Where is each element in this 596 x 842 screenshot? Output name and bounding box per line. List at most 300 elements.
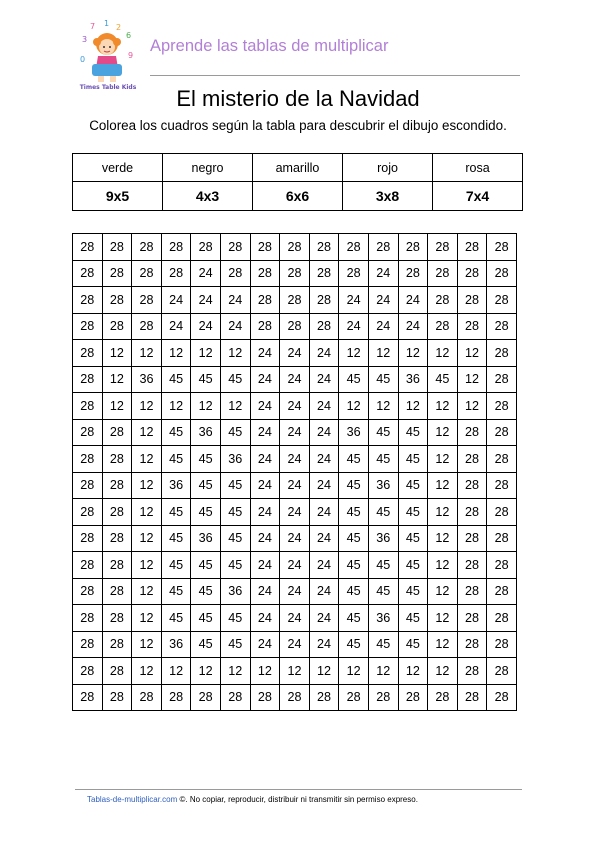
grid-cell[interactable]: 45 xyxy=(161,525,191,552)
grid-cell[interactable]: 24 xyxy=(280,393,310,420)
grid-cell[interactable]: 28 xyxy=(280,313,310,340)
grid-cell[interactable]: 45 xyxy=(161,366,191,393)
grid-cell[interactable]: 28 xyxy=(487,287,517,314)
grid-row xyxy=(73,313,517,340)
grid-cell[interactable]: 45 xyxy=(220,366,250,393)
grid-cell[interactable]: 12 xyxy=(398,393,428,420)
grid-cell[interactable]: 28 xyxy=(428,313,458,340)
grid-cell[interactable]: 28 xyxy=(73,234,103,261)
grid-cell[interactable]: 45 xyxy=(191,605,221,632)
grid-cell[interactable]: 28 xyxy=(102,260,132,287)
footer-site-link[interactable]: Tablas-de-multiplicar.com xyxy=(87,795,178,804)
grid-cell[interactable]: 28 xyxy=(280,260,310,287)
grid-cell[interactable]: 28 xyxy=(487,313,517,340)
grid-cell[interactable]: 24 xyxy=(309,366,339,393)
grid-cell[interactable]: 45 xyxy=(161,552,191,579)
grid-cell[interactable]: 24 xyxy=(250,525,280,552)
grid-cell[interactable]: 28 xyxy=(487,525,517,552)
grid-cell[interactable]: 45 xyxy=(368,446,398,473)
svg-text:1: 1 xyxy=(104,19,110,28)
grid-cell[interactable]: 28 xyxy=(487,366,517,393)
grid-cell[interactable]: 28 xyxy=(487,446,517,473)
grid-cell[interactable]: 28 xyxy=(220,260,250,287)
grid-cell[interactable]: 45 xyxy=(161,499,191,526)
grid-cell[interactable]: 24 xyxy=(280,419,310,446)
grid-cell[interactable]: 45 xyxy=(339,605,369,632)
grid-row xyxy=(73,234,517,261)
grid-cell[interactable]: 28 xyxy=(161,234,191,261)
grid-cell[interactable]: 28 xyxy=(487,578,517,605)
grid-cell[interactable]: 24 xyxy=(368,287,398,314)
grid-cell[interactable]: 24 xyxy=(280,340,310,367)
grid-cell[interactable]: 28 xyxy=(457,605,487,632)
grid-cell[interactable]: 28 xyxy=(73,287,103,314)
grid-cell[interactable]: 12 xyxy=(428,578,458,605)
grid-cell[interactable]: 12 xyxy=(191,658,221,685)
grid-cell[interactable]: 28 xyxy=(457,287,487,314)
grid-cell[interactable]: 45 xyxy=(220,472,250,499)
grid-cell[interactable]: 12 xyxy=(132,393,162,420)
grid-cell[interactable]: 28 xyxy=(220,684,250,711)
grid-cell[interactable]: 12 xyxy=(368,393,398,420)
grid-cell[interactable]: 45 xyxy=(220,552,250,579)
grid-cell[interactable]: 24 xyxy=(339,313,369,340)
color-key-name: rosa xyxy=(433,154,523,182)
grid-cell[interactable]: 28 xyxy=(428,234,458,261)
grid-cell[interactable]: 28 xyxy=(191,684,221,711)
grid-cell[interactable]: 12 xyxy=(457,393,487,420)
grid-cell[interactable]: 28 xyxy=(102,499,132,526)
grid-cell[interactable]: 28 xyxy=(457,472,487,499)
grid-cell[interactable]: 28 xyxy=(487,605,517,632)
grid-cell[interactable]: 45 xyxy=(398,578,428,605)
grid-cell[interactable]: 28 xyxy=(487,658,517,685)
grid-cell[interactable]: 24 xyxy=(280,525,310,552)
grid-cell[interactable]: 24 xyxy=(368,260,398,287)
grid-cell[interactable]: 28 xyxy=(487,340,517,367)
grid-cell[interactable]: 45 xyxy=(220,419,250,446)
grid-cell[interactable]: 28 xyxy=(457,578,487,605)
grid-cell[interactable]: 28 xyxy=(73,525,103,552)
grid-cell[interactable]: 12 xyxy=(132,605,162,632)
grid-cell[interactable]: 24 xyxy=(309,472,339,499)
grid-cell[interactable]: 28 xyxy=(250,260,280,287)
grid-cell[interactable]: 24 xyxy=(398,287,428,314)
grid-cell[interactable]: 28 xyxy=(398,234,428,261)
grid-cell[interactable]: 12 xyxy=(132,419,162,446)
grid-cell[interactable]: 28 xyxy=(457,684,487,711)
grid-cell[interactable]: 28 xyxy=(428,684,458,711)
grid-cell[interactable]: 45 xyxy=(398,631,428,658)
grid-row xyxy=(73,658,517,685)
grid-cell[interactable]: 45 xyxy=(220,605,250,632)
grid-cell[interactable]: 24 xyxy=(250,552,280,579)
grid-cell[interactable]: 28 xyxy=(73,366,103,393)
grid-cell[interactable]: 12 xyxy=(132,631,162,658)
grid-cell[interactable]: 28 xyxy=(457,552,487,579)
grid-cell[interactable]: 28 xyxy=(309,234,339,261)
grid-cell[interactable]: 45 xyxy=(398,605,428,632)
grid-cell[interactable]: 45 xyxy=(339,578,369,605)
page-title: El misterio de la Navidad xyxy=(176,86,420,111)
grid-cell[interactable]: 24 xyxy=(250,472,280,499)
grid-cell[interactable]: 12 xyxy=(102,340,132,367)
grid-cell[interactable]: 36 xyxy=(220,578,250,605)
grid-cell[interactable]: 12 xyxy=(191,340,221,367)
grid-cell[interactable]: 45 xyxy=(191,578,221,605)
grid-cell[interactable]: 28 xyxy=(487,552,517,579)
svg-text:6: 6 xyxy=(126,31,132,40)
grid-cell[interactable]: 28 xyxy=(73,605,103,632)
grid-cell[interactable]: 24 xyxy=(339,287,369,314)
grid-cell[interactable]: 28 xyxy=(368,684,398,711)
grid-cell[interactable]: 24 xyxy=(250,446,280,473)
grid-cell[interactable]: 36 xyxy=(368,472,398,499)
grid-cell[interactable]: 28 xyxy=(73,472,103,499)
grid-cell[interactable]: 28 xyxy=(487,472,517,499)
grid-cell[interactable]: 28 xyxy=(457,525,487,552)
grid-cell[interactable]: 45 xyxy=(161,419,191,446)
grid-cell[interactable]: 12 xyxy=(250,658,280,685)
grid-cell[interactable]: 28 xyxy=(102,684,132,711)
color-key-problem: 4x3 xyxy=(163,182,253,211)
grid-cell[interactable]: 28 xyxy=(73,419,103,446)
grid-cell[interactable]: 12 xyxy=(280,658,310,685)
grid-cell[interactable]: 28 xyxy=(280,684,310,711)
grid-cell[interactable]: 28 xyxy=(250,234,280,261)
grid-cell[interactable]: 28 xyxy=(73,446,103,473)
grid-cell[interactable]: 45 xyxy=(191,631,221,658)
grid-cell[interactable]: 45 xyxy=(339,552,369,579)
grid-cell[interactable]: 24 xyxy=(280,605,310,632)
grid-row xyxy=(73,552,517,579)
grid-cell[interactable]: 45 xyxy=(368,419,398,446)
grid-cell[interactable]: 24 xyxy=(250,605,280,632)
grid-cell[interactable]: 24 xyxy=(280,446,310,473)
grid-cell[interactable]: 45 xyxy=(398,499,428,526)
logo-caption: Times Table Kids xyxy=(79,84,137,91)
color-key-name: verde xyxy=(73,154,163,182)
grid-cell[interactable]: 45 xyxy=(191,472,221,499)
grid-cell[interactable]: 12 xyxy=(428,525,458,552)
grid-cell[interactable]: 12 xyxy=(220,658,250,685)
grid-cell[interactable]: 24 xyxy=(309,446,339,473)
site-header-title: Aprende las tablas de multiplicar xyxy=(150,37,389,55)
svg-text:7: 7 xyxy=(90,22,96,31)
grid-cell[interactable]: 24 xyxy=(161,313,191,340)
grid-cell[interactable]: 12 xyxy=(368,658,398,685)
grid-cell[interactable]: 24 xyxy=(280,631,310,658)
grid-cell[interactable]: 24 xyxy=(161,287,191,314)
grid-cell[interactable]: 28 xyxy=(102,525,132,552)
grid-cell[interactable]: 12 xyxy=(161,658,191,685)
grid-cell[interactable]: 12 xyxy=(428,499,458,526)
grid-cell[interactable]: 28 xyxy=(132,234,162,261)
grid-cell[interactable]: 28 xyxy=(309,287,339,314)
grid-cell[interactable]: 12 xyxy=(457,340,487,367)
grid-cell[interactable]: 24 xyxy=(309,419,339,446)
grid-cell[interactable]: 28 xyxy=(309,313,339,340)
grid-cell[interactable]: 28 xyxy=(428,260,458,287)
grid-cell[interactable]: 12 xyxy=(161,393,191,420)
grid-cell[interactable]: 12 xyxy=(428,472,458,499)
grid-cell[interactable]: 45 xyxy=(398,525,428,552)
grid-cell[interactable]: 45 xyxy=(191,499,221,526)
color-key-problem: 7x4 xyxy=(433,182,523,211)
color-key-problem: 3x8 xyxy=(343,182,433,211)
grid-cell[interactable]: 45 xyxy=(398,446,428,473)
grid-cell[interactable]: 28 xyxy=(250,684,280,711)
grid-cell[interactable]: 12 xyxy=(161,340,191,367)
grid-cell[interactable]: 28 xyxy=(73,658,103,685)
grid-cell[interactable]: 28 xyxy=(73,340,103,367)
grid-row xyxy=(73,525,517,552)
grid-cell[interactable]: 45 xyxy=(339,525,369,552)
grid-cell[interactable]: 24 xyxy=(220,313,250,340)
grid-cell[interactable]: 24 xyxy=(280,366,310,393)
grid-cell[interactable]: 12 xyxy=(398,340,428,367)
grid-cell[interactable]: 12 xyxy=(339,340,369,367)
grid-cell[interactable]: 28 xyxy=(487,499,517,526)
grid-cell[interactable]: 28 xyxy=(309,260,339,287)
grid-cell[interactable]: 45 xyxy=(368,631,398,658)
grid-cell[interactable]: 24 xyxy=(250,499,280,526)
grid-cell[interactable]: 12 xyxy=(220,340,250,367)
grid-cell[interactable]: 28 xyxy=(457,658,487,685)
grid-cell[interactable]: 36 xyxy=(368,605,398,632)
grid-cell[interactable]: 28 xyxy=(457,234,487,261)
grid-cell[interactable]: 12 xyxy=(398,658,428,685)
grid-cell[interactable]: 36 xyxy=(132,366,162,393)
grid-cell[interactable]: 12 xyxy=(428,393,458,420)
grid-row xyxy=(73,684,517,711)
grid-cell[interactable]: 24 xyxy=(250,419,280,446)
grid-cell[interactable]: 12 xyxy=(102,393,132,420)
grid-cell[interactable]: 28 xyxy=(73,260,103,287)
grid-cell[interactable]: 28 xyxy=(280,287,310,314)
grid-cell[interactable]: 12 xyxy=(428,340,458,367)
grid-cell[interactable]: 12 xyxy=(132,525,162,552)
grid-cell[interactable]: 28 xyxy=(102,658,132,685)
grid-cell[interactable]: 24 xyxy=(280,499,310,526)
grid-cell[interactable]: 12 xyxy=(132,446,162,473)
grid-cell[interactable]: 28 xyxy=(457,499,487,526)
grid-cell[interactable]: 28 xyxy=(339,684,369,711)
grid-cell[interactable]: 24 xyxy=(250,366,280,393)
grid-cell[interactable]: 24 xyxy=(280,552,310,579)
footer xyxy=(87,795,418,804)
color-key-problem: 9x5 xyxy=(73,182,163,211)
grid-cell[interactable]: 24 xyxy=(250,631,280,658)
grid-cell[interactable]: 28 xyxy=(398,684,428,711)
grid-cell[interactable]: 28 xyxy=(132,684,162,711)
svg-text:0: 0 xyxy=(80,55,86,64)
grid-cell[interactable]: 45 xyxy=(339,472,369,499)
grid-cell[interactable]: 45 xyxy=(161,605,191,632)
grid-cell[interactable]: 28 xyxy=(250,287,280,314)
grid-cell[interactable]: 24 xyxy=(280,578,310,605)
grid-cell[interactable]: 45 xyxy=(339,366,369,393)
grid-cell[interactable]: 12 xyxy=(339,658,369,685)
grid-cell[interactable]: 28 xyxy=(102,631,132,658)
grid-cell[interactable]: 12 xyxy=(428,605,458,632)
grid-cell[interactable]: 28 xyxy=(102,605,132,632)
grid-cell[interactable]: 45 xyxy=(398,472,428,499)
grid-cell[interactable]: 24 xyxy=(191,313,221,340)
grid-cell[interactable]: 28 xyxy=(457,631,487,658)
grid-cell[interactable]: 36 xyxy=(368,525,398,552)
grid-cell[interactable]: 12 xyxy=(132,472,162,499)
grid-cell[interactable]: 28 xyxy=(309,684,339,711)
grid-cell[interactable]: 24 xyxy=(309,578,339,605)
grid-cell[interactable]: 24 xyxy=(250,340,280,367)
grid-cell[interactable]: 28 xyxy=(487,260,517,287)
grid-cell[interactable]: 45 xyxy=(161,578,191,605)
grid-cell[interactable]: 36 xyxy=(191,419,221,446)
grid-cell[interactable]: 45 xyxy=(368,366,398,393)
grid-cell[interactable]: 12 xyxy=(428,446,458,473)
grid-cell[interactable]: 12 xyxy=(309,658,339,685)
grid-cell[interactable]: 28 xyxy=(487,393,517,420)
grid-cell[interactable]: 28 xyxy=(457,419,487,446)
grid-cell[interactable]: 24 xyxy=(368,313,398,340)
grid-cell[interactable]: 28 xyxy=(220,234,250,261)
grid-cell[interactable]: 28 xyxy=(487,684,517,711)
grid-cell[interactable]: 28 xyxy=(73,499,103,526)
grid-cell[interactable]: 28 xyxy=(132,313,162,340)
grid-cell[interactable]: 45 xyxy=(398,419,428,446)
grid-cell[interactable]: 45 xyxy=(220,499,250,526)
grid-cell[interactable]: 28 xyxy=(73,684,103,711)
grid-cell[interactable]: 28 xyxy=(161,260,191,287)
grid-cell[interactable]: 28 xyxy=(161,684,191,711)
grid-cell[interactable]: 24 xyxy=(309,631,339,658)
grid-cell[interactable]: 36 xyxy=(220,446,250,473)
grid-cell[interactable]: 24 xyxy=(250,578,280,605)
grid-cell[interactable]: 28 xyxy=(368,234,398,261)
grid-cell[interactable]: 45 xyxy=(339,446,369,473)
grid-cell[interactable]: 24 xyxy=(280,472,310,499)
grid-cell[interactable]: 28 xyxy=(102,313,132,340)
grid-cell[interactable]: 24 xyxy=(309,340,339,367)
grid-cell[interactable]: 28 xyxy=(191,234,221,261)
grid-cell[interactable]: 28 xyxy=(339,234,369,261)
grid-cell[interactable]: 24 xyxy=(309,393,339,420)
grid-cell[interactable]: 45 xyxy=(339,499,369,526)
grid-cell[interactable]: 12 xyxy=(457,366,487,393)
grid-row xyxy=(73,366,517,393)
grid-cell[interactable]: 12 xyxy=(220,393,250,420)
grid-row xyxy=(73,287,517,314)
grid-cell[interactable]: 45 xyxy=(220,525,250,552)
grid-cell[interactable]: 45 xyxy=(368,499,398,526)
grid-cell[interactable]: 24 xyxy=(220,287,250,314)
grid-cell[interactable]: 28 xyxy=(457,260,487,287)
grid-cell[interactable]: 45 xyxy=(368,552,398,579)
grid-cell[interactable]: 45 xyxy=(191,366,221,393)
grid-cell[interactable]: 24 xyxy=(191,287,221,314)
grid-cell[interactable]: 28 xyxy=(102,472,132,499)
grid-cell[interactable]: 28 xyxy=(280,234,310,261)
grid-cell[interactable]: 28 xyxy=(102,419,132,446)
grid-cell[interactable]: 45 xyxy=(191,552,221,579)
grid-cell[interactable]: 12 xyxy=(339,393,369,420)
svg-text:3: 3 xyxy=(82,35,88,44)
grid-cell[interactable]: 45 xyxy=(220,631,250,658)
grid-cell[interactable]: 28 xyxy=(339,260,369,287)
grid-cell[interactable]: 36 xyxy=(161,631,191,658)
grid-cell[interactable]: 28 xyxy=(132,287,162,314)
grid-cell[interactable]: 28 xyxy=(73,631,103,658)
grid-cell[interactable]: 12 xyxy=(428,552,458,579)
grid-cell[interactable]: 24 xyxy=(309,605,339,632)
grid-cell[interactable]: 12 xyxy=(428,631,458,658)
grid-cell[interactable]: 28 xyxy=(250,313,280,340)
grid-row xyxy=(73,393,517,420)
grid-cell[interactable]: 28 xyxy=(487,234,517,261)
grid-cell[interactable]: 24 xyxy=(309,525,339,552)
grid-cell[interactable]: 28 xyxy=(102,552,132,579)
grid-cell[interactable]: 36 xyxy=(161,472,191,499)
grid-cell[interactable]: 36 xyxy=(339,419,369,446)
grid-cell[interactable]: 28 xyxy=(132,260,162,287)
grid-cell[interactable]: 12 xyxy=(132,340,162,367)
grid-cell[interactable]: 28 xyxy=(102,287,132,314)
grid-cell[interactable]: 24 xyxy=(309,499,339,526)
grid-cell[interactable]: 28 xyxy=(457,446,487,473)
grid-cell[interactable]: 45 xyxy=(398,552,428,579)
grid-cell[interactable]: 28 xyxy=(73,552,103,579)
grid-cell[interactable]: 36 xyxy=(398,366,428,393)
grid-cell[interactable]: 12 xyxy=(132,658,162,685)
grid-cell[interactable]: 28 xyxy=(73,578,103,605)
grid-cell[interactable]: 45 xyxy=(368,578,398,605)
grid-cell[interactable]: 45 xyxy=(161,446,191,473)
grid-cell[interactable]: 45 xyxy=(428,366,458,393)
grid-cell[interactable]: 45 xyxy=(191,446,221,473)
grid-cell[interactable]: 12 xyxy=(132,499,162,526)
grid-cell[interactable]: 28 xyxy=(398,260,428,287)
grid-cell[interactable]: 28 xyxy=(102,234,132,261)
grid-cell[interactable]: 28 xyxy=(457,313,487,340)
grid-cell[interactable]: 12 xyxy=(428,419,458,446)
grid-cell[interactable]: 24 xyxy=(398,313,428,340)
grid-cell[interactable]: 45 xyxy=(339,631,369,658)
grid-cell[interactable]: 28 xyxy=(102,446,132,473)
grid-cell[interactable]: 24 xyxy=(250,393,280,420)
grid-cell[interactable]: 12 xyxy=(368,340,398,367)
puzzle-grid xyxy=(72,233,517,711)
grid-cell[interactable]: 24 xyxy=(191,260,221,287)
grid-cell[interactable]: 24 xyxy=(309,552,339,579)
color-key-problems-row xyxy=(73,182,523,211)
grid-cell[interactable]: 12 xyxy=(428,658,458,685)
grid-cell[interactable]: 12 xyxy=(191,393,221,420)
grid-cell[interactable]: 28 xyxy=(102,578,132,605)
grid-row xyxy=(73,472,517,499)
grid-cell[interactable]: 28 xyxy=(487,631,517,658)
grid-cell[interactable]: 12 xyxy=(132,552,162,579)
grid-cell[interactable]: 36 xyxy=(191,525,221,552)
grid-cell[interactable]: 12 xyxy=(132,578,162,605)
grid-cell[interactable]: 28 xyxy=(73,393,103,420)
grid-cell[interactable]: 28 xyxy=(487,419,517,446)
grid-cell[interactable]: 12 xyxy=(102,366,132,393)
grid-cell[interactable]: 28 xyxy=(428,287,458,314)
instructions: Colorea los cuadros según la tabla para descubrir el dibujo escondido. xyxy=(89,118,507,133)
grid-cell[interactable]: 28 xyxy=(73,313,103,340)
grid-row xyxy=(73,419,517,446)
